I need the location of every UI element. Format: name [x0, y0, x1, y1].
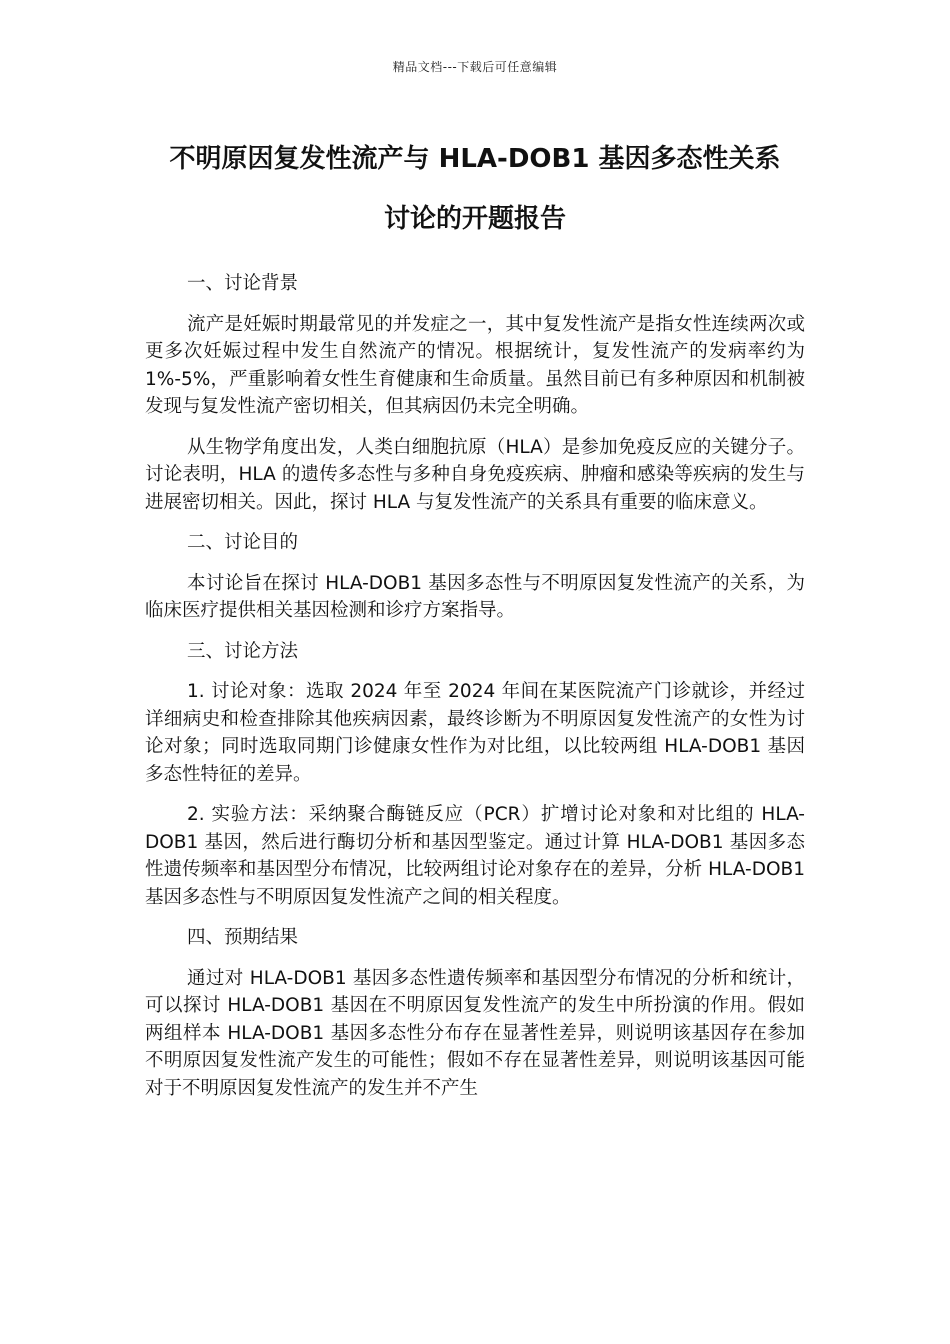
document-title-line-2: 讨论的开题报告	[383, 204, 566, 234]
paragraph-background-1: 流产是妊娠时期最常见的并发症之一，其中复发性流产是指女性连续两次或更多次妊娠过程中发生自然流产的情况。根据统计，复发性流产的发病率约为 1%-5%，严重影响着女性生育健康和生命质量。虽然目前已有多种原因和机制被发现与复发性流产密切相关，但其病因仍未完全明确。	[145, 313, 805, 417]
paragraph-methods-2: 2. 实验方法：采纳聚合酶链反应（PCR）扩增讨论对象和对比组的 HLA-DOB1 基因，然后进行酶切分析和基因型鉴定。通过计算 HLA-DOB1 基因多态性遗传频率和基因型分布情况，比较两组讨论对象存在的差异，分析 HLA-DOB1 基因多态性与不明原因复发性流产之间的相关程度。	[145, 804, 805, 908]
section-heading-purpose: 二、讨论目的	[187, 532, 299, 553]
document-title-line-1: 不明原因复发性流产与 HLA-DOB1 基因多态性关系	[169, 144, 781, 174]
section-heading-background: 一、讨论背景	[187, 273, 299, 294]
paragraph-methods-1: 1. 讨论对象：选取 2024 年至 2024 年间在某医院流产门诊就诊，并经过详细病史和检查排除其他疾病因素，最终诊断为不明原因复发性流产的女性为讨论对象；同时选取同期门诊健康女性作为对比组，以比较两组 HLA-DOB1 基因多态性特征的差异。	[145, 681, 805, 785]
paragraph-purpose-1: 本讨论旨在探讨 HLA-DOB1 基因多态性与不明原因复发性流产的关系，为临床医疗提供相关基因检测和诊疗方案指导。	[145, 572, 805, 621]
paragraph-background-2: 从生物学角度出发，人类白细胞抗原（HLA）是参加免疫反应的关键分子。讨论表明，HLA 的遗传多态性与多种自身免疫疾病、肿瘤和感染等疾病的发生与进展密切相关。因此，探讨 HLA 与复发性流产的关系具有重要的临床意义。	[145, 436, 805, 513]
section-heading-results: 四、预期结果	[187, 927, 299, 948]
paragraph-results-1: 通过对 HLA-DOB1 基因多态性遗传频率和基因型分布情况的分析和统计，可以探讨 HLA-DOB1 基因在不明原因复发性流产的发生中所扮演的作用。假如两组样本 HLA-DOB1 基因多态性分布存在显著性差异，则说明该基因存在参加不明原因复发性流产发生的可能性；假如不存在显著性差异，则说明该基因可能对于不明原因复发性流产的发生并不产生	[145, 967, 805, 1099]
section-heading-methods: 三、讨论方法	[187, 640, 299, 662]
document-body	[145, 270, 805, 1115]
header-note: 精品文档---下载后可任意编辑	[392, 60, 558, 74]
